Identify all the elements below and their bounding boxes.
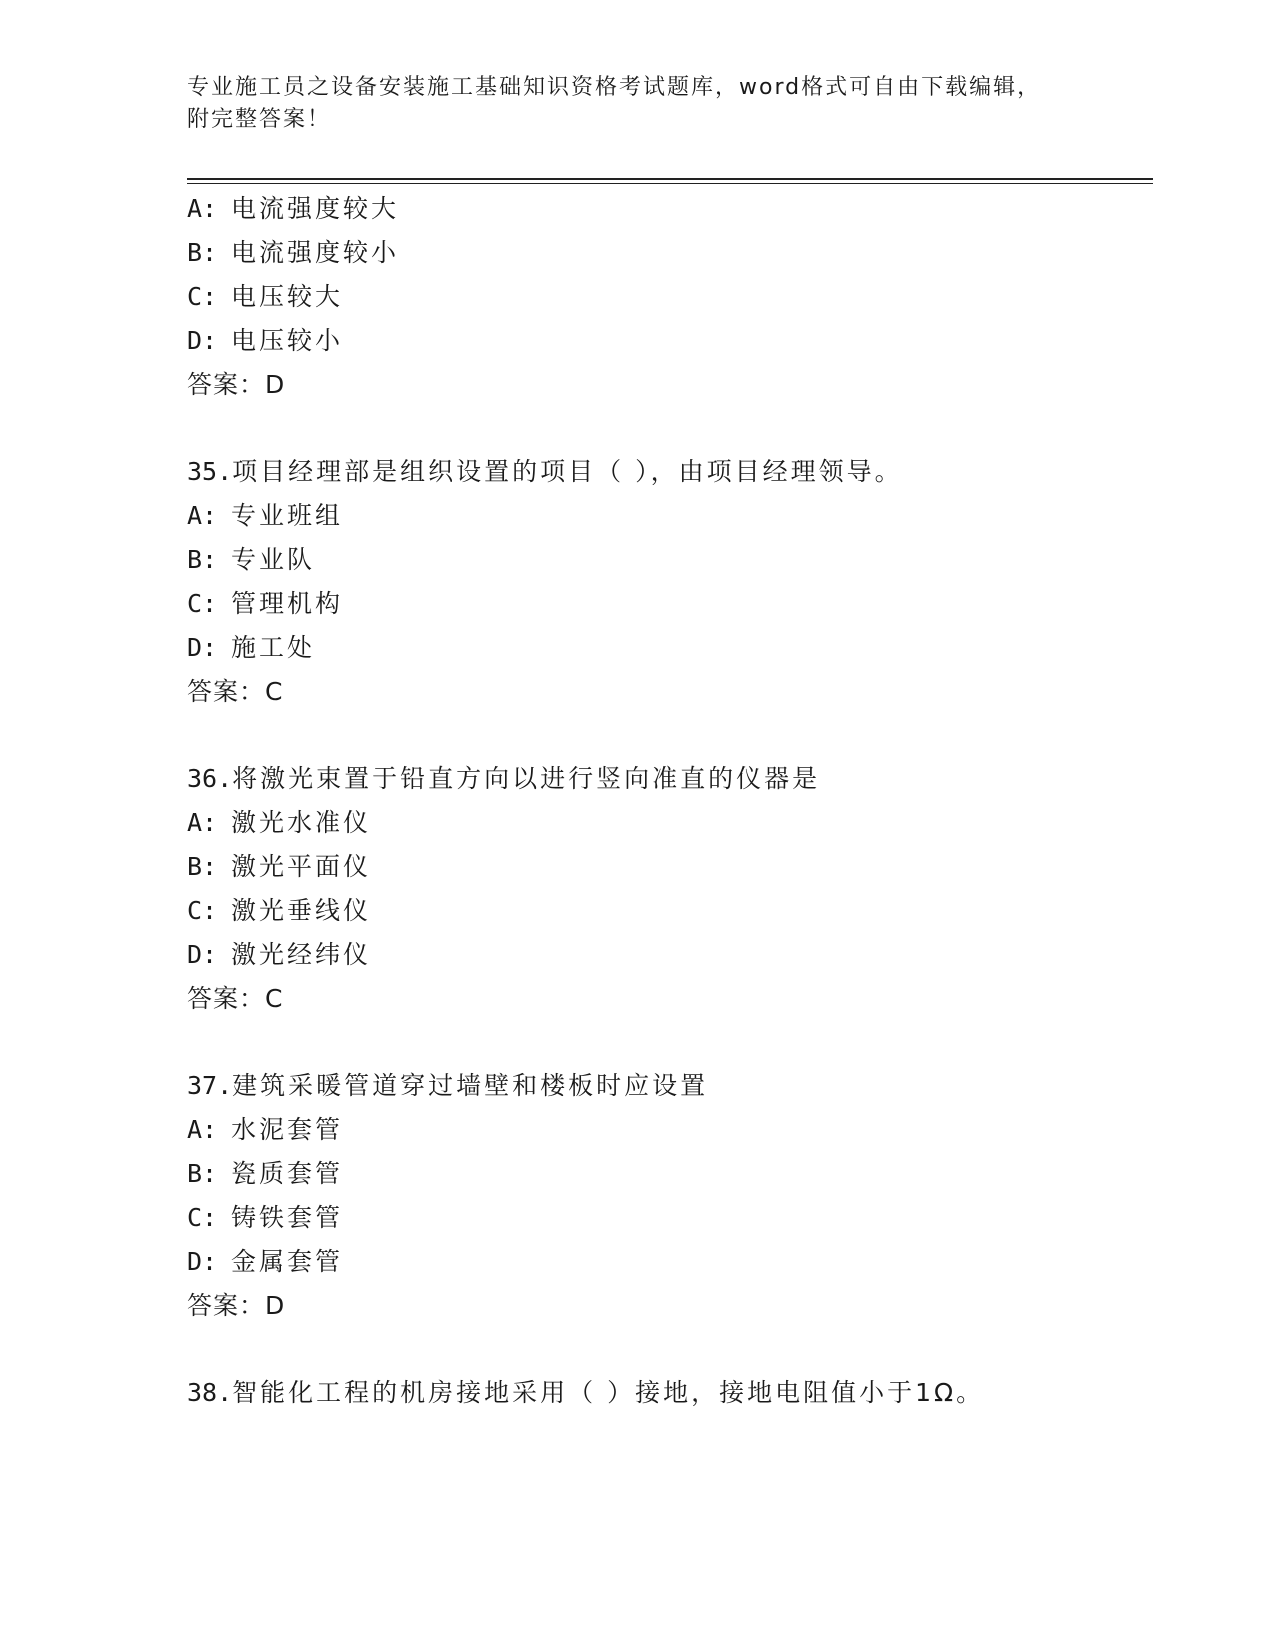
question-stem: 智能化工程的机房接地采用（ ）接地，接地电阻值小于1Ω。: [232, 1378, 985, 1407]
option-text: 电压较小: [231, 326, 344, 355]
option-text: 电流强度较大: [231, 194, 400, 223]
question-stem: 建筑采暖管道穿过墙壁和楼板时应设置: [232, 1071, 709, 1100]
option-text: 瓷质套管: [231, 1159, 344, 1188]
option-text: 专业班组: [231, 501, 344, 530]
option-label: C:: [187, 896, 218, 925]
option-text: 激光水准仪: [231, 808, 372, 837]
option-label: A:: [187, 194, 218, 223]
option-d: [187, 1247, 343, 1277]
option-text: 专业队: [231, 545, 316, 574]
option-label: B:: [187, 238, 218, 267]
option-label: D:: [187, 633, 218, 662]
question-38: [187, 1378, 984, 1408]
option-text: 水泥套管: [231, 1115, 344, 1144]
option-text: 铸铁套管: [231, 1203, 344, 1232]
option-text: 电流强度较小: [231, 238, 400, 267]
header-rule-thick: [187, 178, 1153, 180]
option-label: C:: [187, 1203, 218, 1232]
answer-line: 答案：D: [187, 1291, 286, 1320]
question-number: 38.: [187, 1378, 233, 1407]
answer-line: 答案：C: [187, 677, 284, 706]
option-b: [187, 852, 371, 882]
option-d: [187, 940, 371, 970]
option-b: [187, 545, 315, 575]
option-label: B:: [187, 1159, 218, 1188]
answer-line: 答案：C: [187, 984, 284, 1013]
option-label: B:: [187, 852, 218, 881]
question-number: 36.: [187, 764, 233, 793]
option-label: D:: [187, 1247, 218, 1276]
option-text: 金属套管: [231, 1247, 344, 1276]
option-a: [187, 194, 399, 224]
option-label: C:: [187, 282, 218, 311]
question-number: 35.: [187, 457, 233, 486]
answer-line: 答案：D: [187, 370, 286, 399]
question-37: [187, 1071, 708, 1101]
option-text: 施工处: [231, 633, 316, 662]
option-label: A:: [187, 1115, 218, 1144]
option-text: 激光垂线仪: [231, 896, 372, 925]
option-text: 电压较大: [231, 282, 344, 311]
option-label: C:: [187, 589, 218, 618]
option-label: B:: [187, 545, 218, 574]
option-a: [187, 501, 343, 531]
option-c: [187, 282, 343, 312]
header-line-2: 附完整答案！: [187, 107, 332, 132]
question-stem: 将激光束置于铅直方向以进行竖向准直的仪器是: [232, 764, 821, 793]
option-c: [187, 589, 343, 619]
question-stem: 项目经理部是组织设置的项目（ ），由项目经理领导。: [232, 457, 903, 486]
option-d: [187, 633, 315, 663]
option-label: D:: [187, 940, 218, 969]
header-rule-thin: [187, 183, 1153, 184]
option-label: D:: [187, 326, 218, 355]
option-d: [187, 326, 343, 356]
question-number: 37.: [187, 1071, 233, 1100]
option-c: [187, 1203, 343, 1233]
option-text: 激光经纬仪: [231, 940, 372, 969]
option-c: [187, 896, 371, 926]
option-text: 管理机构: [231, 589, 344, 618]
option-label: A:: [187, 501, 218, 530]
question-35: [187, 457, 903, 487]
option-a: [187, 808, 371, 838]
option-a: [187, 1115, 343, 1145]
option-b: [187, 238, 399, 268]
option-b: [187, 1159, 343, 1189]
question-36: [187, 764, 820, 794]
document-header: [187, 72, 1087, 136]
option-label: A:: [187, 808, 218, 837]
header-line-1: 专业施工员之设备安装施工基础知识资格考试题库，word格式可自由下载编辑，: [187, 75, 1042, 100]
option-text: 激光平面仪: [231, 852, 372, 881]
